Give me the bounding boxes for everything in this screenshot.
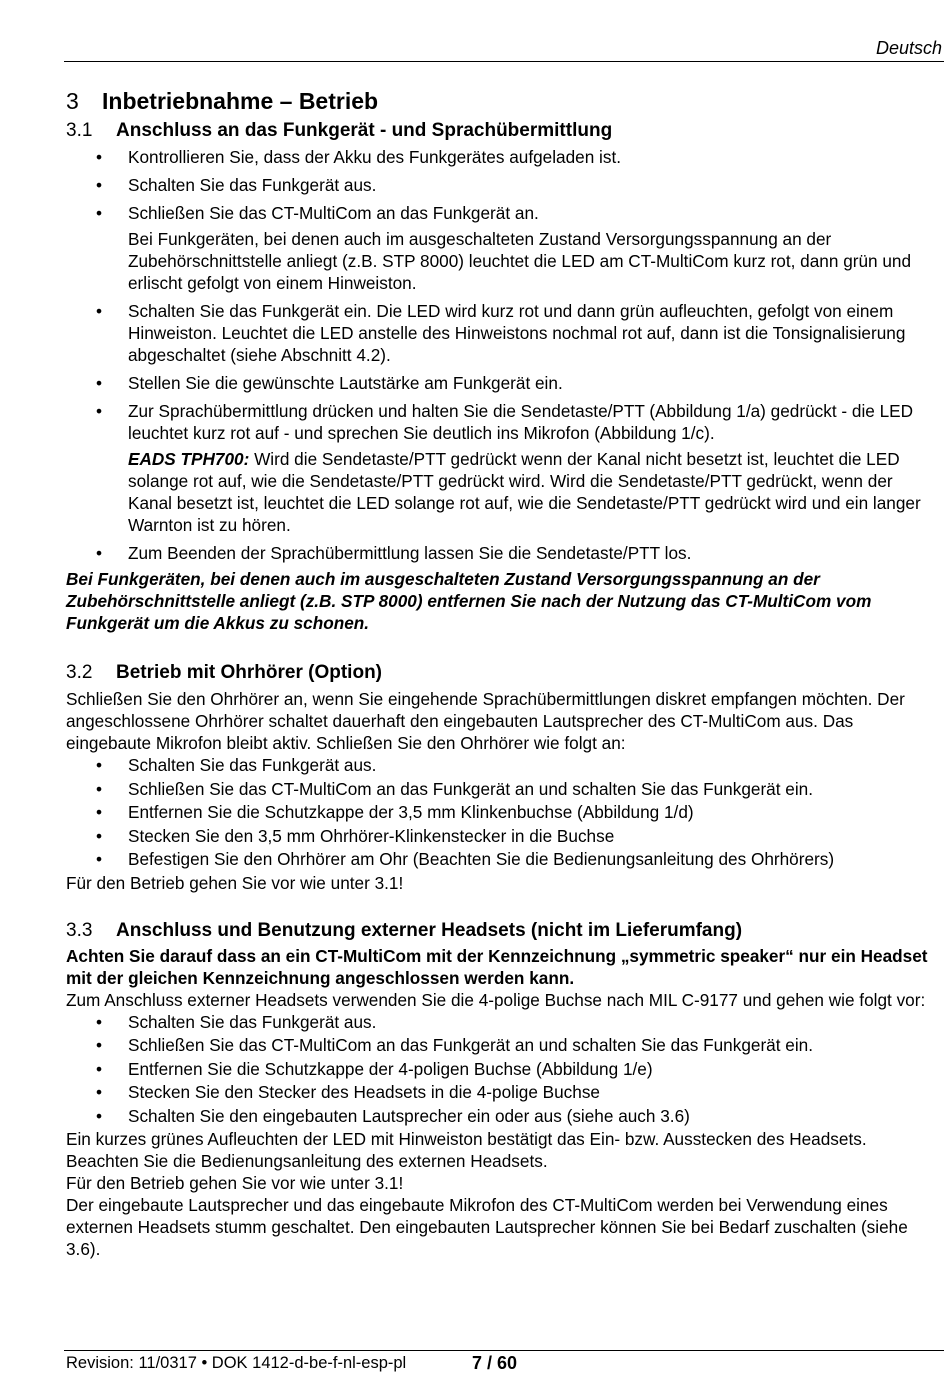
bullet-icon: • — [96, 175, 103, 195]
bullet-icon: • — [96, 401, 103, 421]
section-3-1-list-b — [66, 300, 934, 444]
bullet-icon: • — [96, 543, 103, 563]
list-item: • Schließen Sie das CT-MultiCom an das Funkgerät an und schalten Sie das Funkgerät ein. — [66, 778, 934, 802]
section-title: Betrieb mit Ohrhörer (Option) — [116, 662, 382, 683]
section-3-2-outro: Für den Betrieb gehen Sie vor wie unter 3.1! — [66, 872, 404, 893]
list-item: • Zur Sprachübermittlung drücken und halten Sie die Sendetaste/PTT (Abbildung 1/a) gedrückt - die LED leuchtet kurz rot auf - und sprechen Sie deutlich ins Mikrofon (Abbildung 1/c). — [96, 401, 914, 443]
list-item: • Schalten Sie den eingebauten Lautsprecher ein oder aus (siehe auch 3.6) — [66, 1105, 934, 1129]
list-item-note: Bei Funkgeräten, bei denen auch im ausgeschalteten Zustand Versorgungsspannung an der Zubehörschnittstelle anliegt (z.B. STP 8000) leuchtet die LED am CT-MultiCom kurz rot, dann grün und erlischt gefolgt von einem Hinweiston. — [128, 229, 912, 293]
chapter-heading — [66, 86, 934, 116]
chapter-number: 3 — [66, 88, 79, 114]
battery-warning: Bei Funkgeräten, bei denen auch im ausgeschalteten Zustand Versorgungsspannung an der Zubehörschnittstelle anliegt (z.B. STP 8000) entfernen Sie nach der Nutzung das CT-MultiCom vom Funkgerät um die Akkus zu schonen. — [66, 569, 872, 633]
section-number: 3.2 — [66, 662, 93, 683]
bullet-icon: • — [96, 825, 103, 846]
footer-rule — [64, 1350, 944, 1351]
tph700-label: EADS TPH700: — [128, 449, 250, 469]
bullet-icon: • — [96, 301, 103, 321]
section-number: 3.1 — [66, 120, 93, 141]
list-item: • Stellen Sie die gewünschte Lautstärke am Funkgerät ein. — [96, 373, 563, 393]
section-3-3-intro: Zum Anschluss externer Headsets verwenden Sie die 4-polige Buchse nach MIL C-9177 und gehen wie folgt vor: — [66, 989, 926, 1010]
section-3-2-intro: Schließen Sie den Ohrhörer an, wenn Sie eingehende Sprachübermittlungen diskret empfangen möchten. Der angeschlossene Ohrhörer schaltet dauerhaft den eingebauten Lautsprecher des CT-MultiCom aus. Das eingebaute Mikrofon bleibt aktiv. Schließen Sie den Ohrhörer wie folgt an: — [66, 689, 905, 753]
bullet-icon: • — [96, 373, 103, 393]
header-rule — [64, 61, 944, 62]
list-item: • Schließen Sie das CT-MultiCom an das Funkgerät an. — [96, 203, 539, 223]
section-3-3-paragraph: Beachten Sie die Bedienungsanleitung des externen Headsets. — [66, 1151, 548, 1171]
list-item: • Schalten Sie das Funkgerät aus. — [66, 754, 934, 778]
page-content — [66, 86, 934, 1260]
symmetric-speaker-note: Achten Sie darauf dass an ein CT-MultiCom mit der Kennzeichnung „symmetric speaker“ nur ein Headset mit der gleichen Kennzeichnung angeschlossen werden kann. — [66, 945, 928, 988]
list-item: • Stecken Sie den Stecker des Headsets in die 4-polige Buchse — [66, 1081, 934, 1105]
tph700-text: Wird die Sendetaste/PTT gedrückt wenn der Kanal nicht besetzt ist, leuchtet die LED solange rot auf, wie die Sendetaste/PTT gedrückt wird. Wird die Sendetaste/PTT gedrückt, wenn der Kanal besetzt ist, leuchtet die LED solange rot auf, wie die Sendetaste/PTT gedrückt wird und ein langer Warnton ist zu hören. — [128, 449, 921, 535]
footer-page-number: 7 / 60 — [472, 1353, 518, 1373]
section-3-3-list — [66, 1011, 934, 1129]
list-item: • Zum Beenden der Sprachübermittlung lassen Sie die Sendetaste/PTT los. — [96, 543, 692, 563]
section-3-3-paragraph: Ein kurzes grünes Aufleuchten der LED mit Hinweiston bestätigt das Ein- bzw. Ausstecken des Headsets. — [66, 1129, 867, 1149]
section-3-1-heading — [66, 118, 934, 144]
bullet-icon: • — [96, 849, 103, 869]
section-3-1-list — [66, 146, 934, 224]
bullet-icon: • — [96, 1058, 103, 1079]
section-3-3-paragraph: Für den Betrieb gehen Sie vor wie unter 3.1! — [66, 1173, 404, 1193]
tph700-note — [66, 448, 934, 536]
bullet-icon: • — [96, 1105, 103, 1126]
bullet-icon: • — [96, 802, 103, 822]
section-title: Anschluss an das Funkgerät - und Sprachübermittlung — [116, 120, 613, 141]
header-language: Deutsch — [875, 38, 942, 58]
bullet-icon: • — [96, 778, 103, 799]
section-3-3-heading — [66, 918, 934, 944]
section-number: 3.3 — [66, 919, 93, 941]
section-title: Anschluss und Benutzung externer Headsets (nicht im Lieferumfang) — [116, 919, 743, 941]
bullet-icon: • — [96, 755, 103, 775]
section-3-2-heading — [66, 660, 934, 686]
section-3-3-paragraph: Der eingebaute Lautsprecher und das eingebaute Mikrofon des CT-MultiCom werden bei Verwendung eines externen Headsets stumm geschaltet. Den eingebauten Lautsprecher können Sie bei Bedarf zuschalten (siehe 3.6). — [66, 1195, 908, 1259]
bullet-icon: • — [96, 203, 103, 223]
list-item: • Kontrollieren Sie, dass der Akku des Funkgerätes aufgeladen ist. — [96, 147, 621, 167]
list-item: • Schalten Sie das Funkgerät aus. — [66, 1011, 934, 1035]
footer-revision: Revision: 11/0317 • DOK 1412-d-be-f-nl-esp-pl — [66, 1354, 407, 1372]
chapter-title: Inbetriebnahme – Betrieb — [102, 88, 379, 114]
list-item: • Entfernen Sie die Schutzkappe der 3,5 mm Klinkenbuchse (Abbildung 1/d) — [66, 801, 934, 825]
list-item: • Schließen Sie das CT-MultiCom an das Funkgerät an und schalten Sie das Funkgerät ein. — [66, 1034, 934, 1058]
bullet-icon: • — [96, 1011, 103, 1032]
list-item: • Befestigen Sie den Ohrhörer am Ohr (Beachten Sie die Bedienungsanleitung des Ohrhörers) — [66, 848, 934, 872]
list-item: • Schalten Sie das Funkgerät ein. Die LED wird kurz rot und dann grün aufleuchten, gefolgt von einem Hinweiston. Leuchtet die LED anstelle des Hinweistons nochmal rot auf, dann ist die Tonsignalisierung abgeschaltet (siehe Abschnitt 4.2). — [96, 301, 906, 365]
list-item: • Entfernen Sie die Schutzkappe der 4-poligen Buchse (Abbildung 1/e) — [66, 1058, 934, 1082]
section-3-2-list — [66, 754, 934, 872]
list-item: • Stecken Sie den 3,5 mm Ohrhörer-Klinkenstecker in die Buchse — [66, 825, 934, 849]
list-item: • Schalten Sie das Funkgerät aus. — [96, 175, 377, 195]
bullet-icon: • — [96, 147, 103, 167]
section-3-1-list-c — [66, 542, 934, 564]
bullet-icon: • — [96, 1035, 103, 1055]
bullet-icon: • — [96, 1082, 103, 1102]
